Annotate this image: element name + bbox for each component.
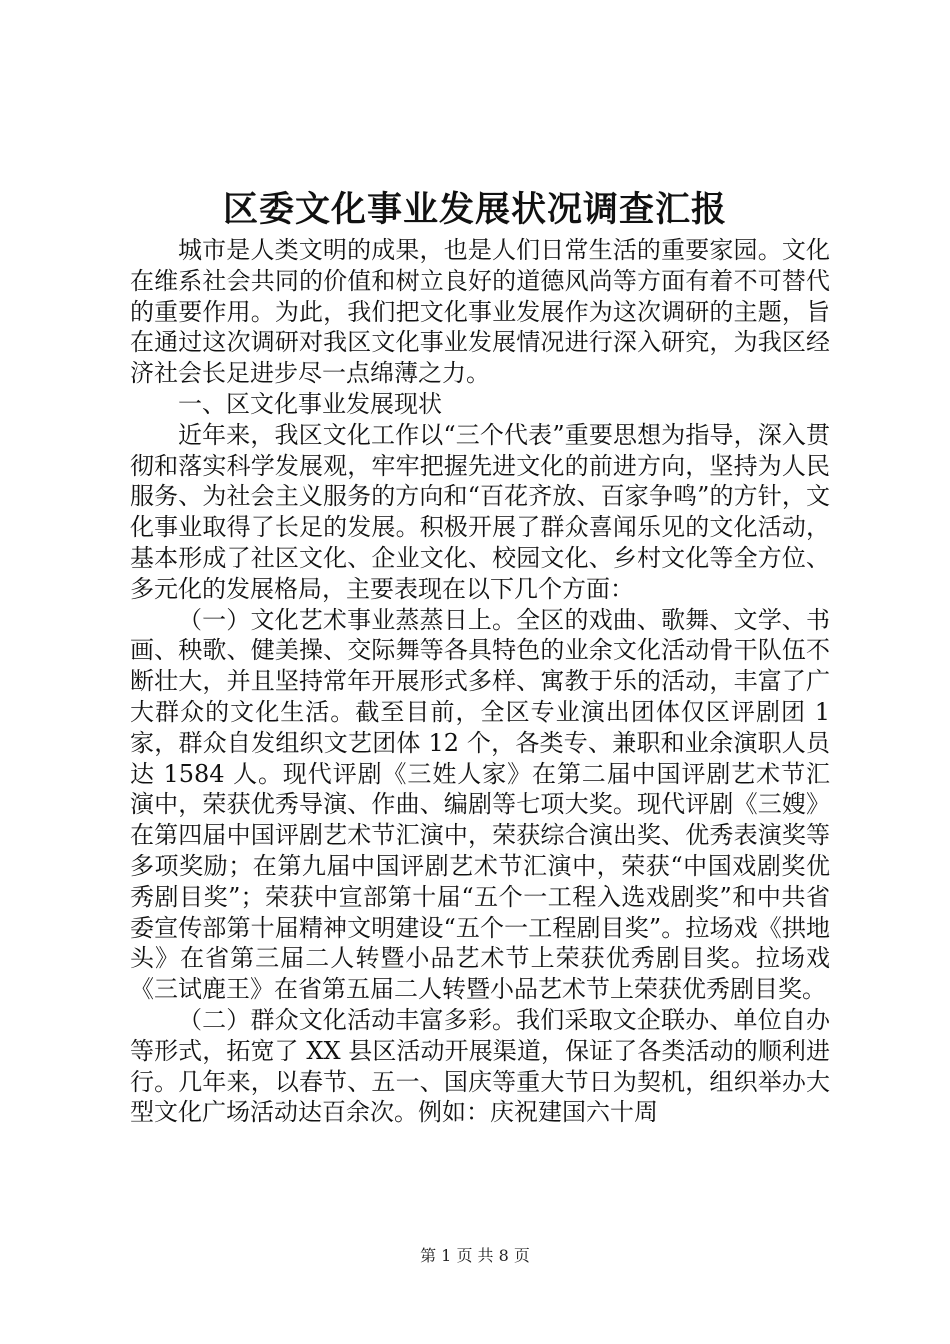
page-number-footer: 第 1 页 共 8 页: [420, 1246, 530, 1265]
document-title: 区委文化事业发展状况调查汇报: [222, 189, 727, 230]
paragraph-arts: （一）文化艺术事业蒸蒸日上。全区的戏曲、歌舞、文学、书画、秧歌、健美操、交际舞等各具特色的业余文化活动骨干队伍不断壮大，并且坚持常年开展形式多样、寓教于乐的活动，丰富了广大群众的文化生活。截至目前，全区专业演出团体仅区评剧团 1 家，群众自发组织文艺团体 12 个，各类专、兼职和业余演职人员达 1584 人。现代评剧《三姓人家》在第二届中国评剧艺术节汇演中，荣获优秀导演、作曲、编剧等七项大奖。现代评剧《三嫂》在第四届中国评剧艺术节汇演中，荣获综合演出奖、优秀表演奖等多项奖励；在第九届中国评剧艺术节汇演中，荣获“中国戏剧奖优秀剧目奖”；荣获中宣部第十届“五个一工程入选戏剧奖”和中共省委宣传部第十届精神文明建设“五个一工程剧目奖”。拉场戏《拱地头》在省第三届二人转暨小品艺术节上荣获优秀剧目奖。拉场戏《三试鹿王》在省第五届二人转暨小品艺术节上荣获优秀剧目奖。: [130, 605, 830, 1004]
document-body: [130, 235, 830, 1128]
section-heading: 一、区文化事业发展现状: [178, 389, 442, 418]
paragraph-intro: 城市是人类文明的成果，也是人们日常生活的重要家园。文化在维系社会共同的价值和树立良好的道德风尚等方面有着不可替代的重要作用。为此，我们把文化事业发展作为这次调研的主题，旨在通过这次调研对我区文化事业发展情况进行深入研究，为我区经济社会长足进步尽一点绵薄之力。: [130, 236, 830, 388]
paragraph-activities: （二）群众文化活动丰富多彩。我们采取文企联办、单位自办等形式，拓宽了 XX 县区活动开展渠道，保证了各类活动的顺利进行。几年来，以春节、五一、国庆等重大节日为契机，组织举办大型文化广场活动达百余次。例如：庆祝建国六十周: [130, 1005, 830, 1127]
paragraph-overview: 近年来，我区文化工作以“三个代表”重要思想为指导，深入贯彻和落实科学发展观，牢牢把握先进文化的前进方向，坚持为人民服务、为社会主义服务的方向和“百花齐放、百家争鸣”的方针，文化事业取得了长足的发展。积极开展了群众喜闻乐见的文化活动，基本形成了社区文化、企业文化、校园文化、乡村文化等全方位、多元化的发展格局，主要表现在以下几个方面：: [130, 420, 830, 603]
